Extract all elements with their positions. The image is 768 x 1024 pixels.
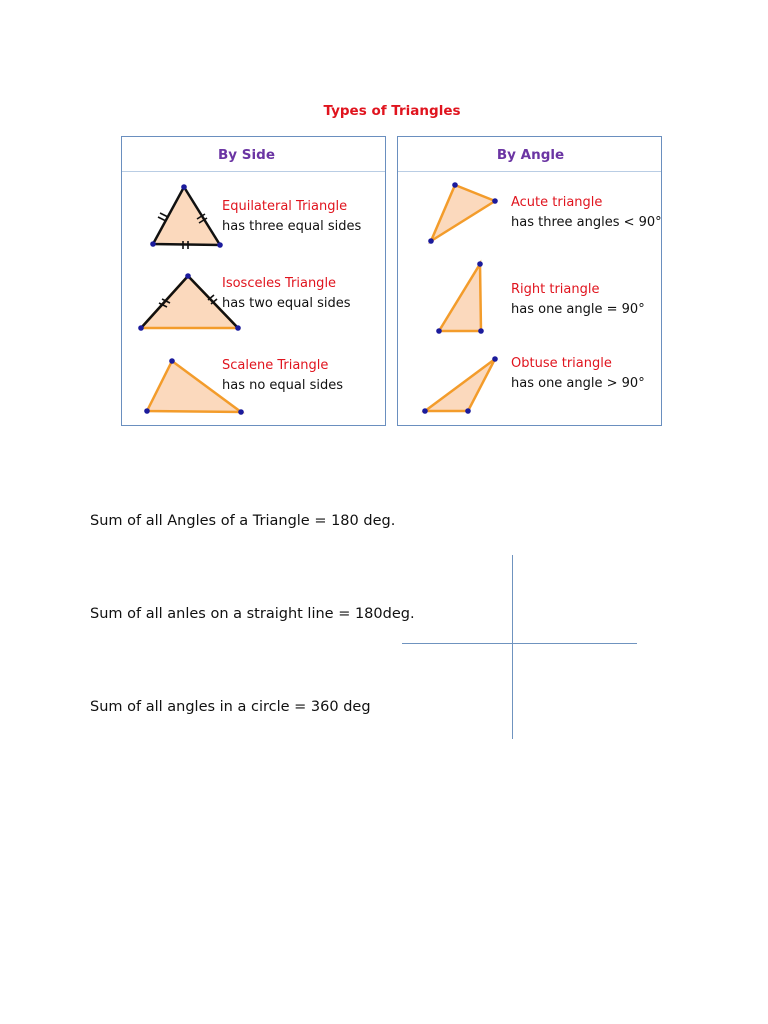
- vertical-axis-line: [512, 555, 513, 739]
- equilateral-desc: has three equal sides: [222, 219, 362, 234]
- acute-triangle-diagram: [428, 182, 498, 244]
- circle-angle-sum-text: Sum of all angles in a circle = 360 deg: [90, 699, 371, 715]
- right-text: [511, 280, 645, 320]
- acute-text: [511, 193, 662, 233]
- equilateral-triangle-diagram: [150, 184, 223, 249]
- isosceles-name: Isosceles Triangle: [222, 276, 337, 291]
- obtuse-name: Obtuse triangle: [511, 356, 612, 371]
- right-name: Right triangle: [511, 282, 600, 297]
- obtuse-triangle-diagram: [422, 356, 498, 414]
- acute-desc: has three angles < 90°: [511, 215, 662, 230]
- acute-name: Acute triangle: [511, 195, 603, 210]
- equilateral-text: [222, 197, 361, 237]
- obtuse-text: [511, 354, 645, 394]
- right-triangle-diagram: [436, 261, 484, 334]
- isosceles-desc: has two equal sides: [222, 296, 351, 311]
- scalene-desc: has no equal sides: [222, 378, 344, 393]
- triangle-angle-sum-text: Sum of all Angles of a Triangle = 180 deg.: [90, 513, 396, 529]
- scalene-name: Scalene Triangle: [222, 358, 329, 373]
- by-angle-panel: [397, 136, 662, 426]
- scalene-text: [222, 356, 343, 396]
- isosceles-text: [222, 274, 351, 314]
- by-side-panel: [121, 136, 386, 426]
- figure-title: Types of Triangles: [323, 103, 461, 119]
- by-side-header: By Side: [122, 137, 385, 172]
- by-angle-header: By Angle: [398, 137, 661, 172]
- obtuse-desc: has one angle > 90°: [511, 376, 645, 391]
- horizontal-axis-line: [402, 643, 637, 644]
- equilateral-name: Equilateral Triangle: [222, 199, 348, 214]
- right-desc: has one angle = 90°: [511, 302, 645, 317]
- straight-line-angle-sum-text: Sum of all anles on a straight line = 180deg.: [90, 606, 415, 622]
